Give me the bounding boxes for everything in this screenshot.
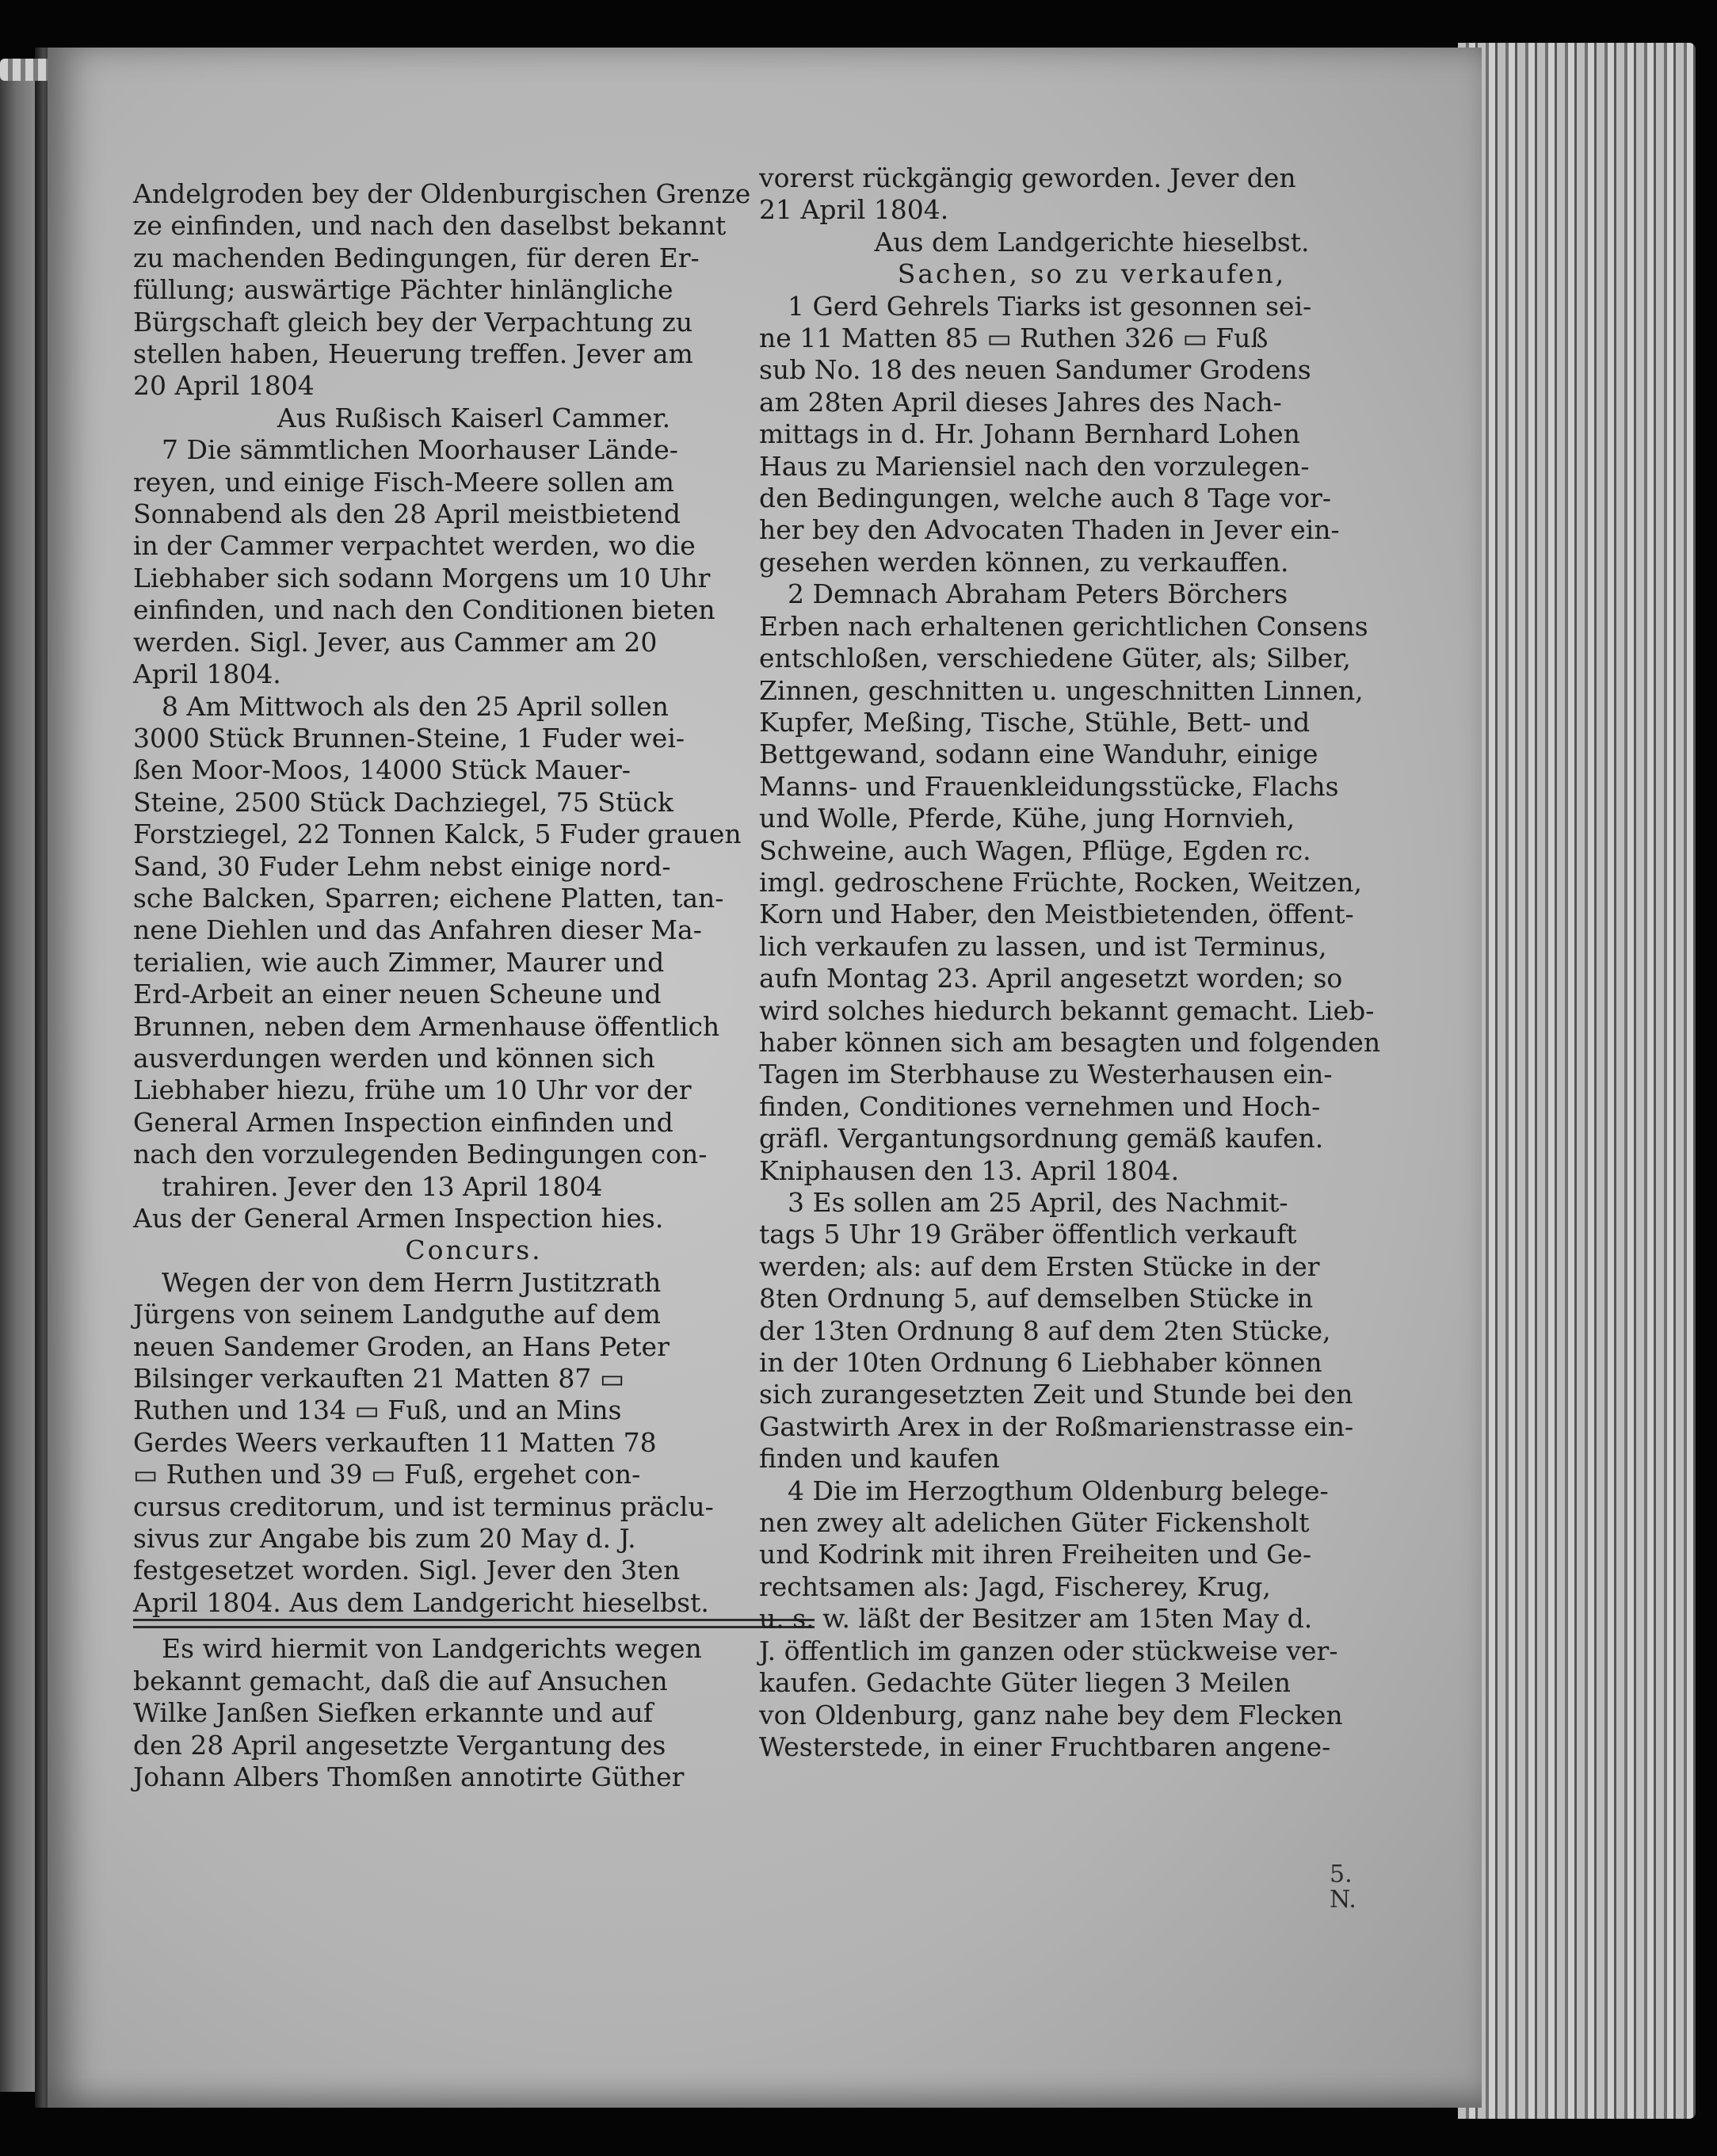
text-line: und Kodrink mit ihren Freiheiten und Ge- [759,1539,1312,1570]
text-line: 3000 Stück Brunnen-Steine, 1 Fuder wei- [133,722,685,754]
text-line: und Wolle, Pferde, Kühe, jung Hornvieh, [759,803,1295,834]
text-line: den Bedingungen, welche auch 8 Tage vor- [759,483,1332,514]
text-line: festgesetzet worden. Sigl. Jever den 3ten [133,1555,681,1586]
text-line: in der Cammer verpachtet werden, wo die [133,530,696,562]
text-line: her bey den Advocaten Thaden in Jever ein- [759,514,1340,546]
text-line: finden und kaufen [759,1443,1000,1475]
margin-marks [1330,1862,1356,1913]
text-line: wird solches hiedurch bekannt gemacht. Lieb- [759,994,1375,1026]
text-line: Sand, 30 Fuder Lehm nebst einige nord- [133,850,671,882]
text-line: Brunnen, neben dem Armenhause öffentlich [133,1010,720,1042]
text-line: nen zwey alt adelichen Güter Fickensholt [759,1507,1310,1539]
margin-mark: N. [1330,1886,1356,1914]
text-line: nach den vorzulegenden Bedingungen con- [133,1139,708,1170]
text-line: 8ten Ordnung 5, auf demselben Stücke in [759,1283,1314,1315]
text-line: Kniphausen den 13. April 1804. [759,1154,1180,1186]
text-line: am 28ten April dieses Jahres des Nach- [759,386,1282,418]
text-line: Forstziegel, 22 Tonnen Kalck, 5 Fuder grauen [133,819,742,850]
text-line: sche Balcken, Sparren; eichene Platten, tan- [133,882,724,914]
text-line: sub No. 18 des neuen Sandumer Grodens [759,354,1311,386]
text-line: trahiren. Jever den 13 April 1804 [162,1170,603,1202]
text-line: Gerdes Weers verkauften 11 Matten 78 [133,1426,657,1458]
text-line: ▭ Ruthen und 39 ▭ Fuß, ergehet con- [133,1459,641,1490]
text-line: imgl. gedroschene Früchte, Rocken, Weitzen, [759,866,1363,898]
text-line: sich zurangesetzten Zeit und Stunde bei den [759,1379,1353,1410]
text-line: ausverdungen werden und können sich [133,1042,655,1074]
text-line: 21 April 1804. [759,194,949,226]
text-line: u. s. w. läßt der Besitzer am 15ten May d. [759,1603,1313,1635]
text-line: gesehen werden können, zu verkauffen. [759,546,1289,578]
text-line: zu machenden Bedingungen, für deren Er- [133,242,700,273]
text-line: Westerstede, in einer Fruchtbaren angene- [759,1731,1331,1762]
text-line: den 28 April angesetzte Vergantung des [133,1729,666,1761]
text-line: Bilsinger verkauften 21 Matten 87 ▭ [133,1363,625,1395]
text-line: Steine, 2500 Stück Dachziegel, 75 Stück [133,786,673,818]
section-heading: Sachen, so zu verkaufen, [897,258,1287,290]
text-line: Bettgewand, sodann eine Wanduhr, einige [759,738,1318,770]
section-heading: Concurs. [405,1234,543,1266]
margin-mark: 5. [1330,1860,1353,1888]
text-line: Erben nach erhaltenen gerichtlichen Consens [759,610,1368,642]
text-line: in der 10ten Ordnung 6 Liebhaber können [759,1347,1322,1379]
text-line: stellen haben, Heuerung treffen. Jever am [133,338,693,370]
text-line: aufn Montag 23. April angesetzt worden; so [759,963,1343,994]
right-column [759,162,1425,1763]
text-line: Tagen im Sterbhause zu Westerhausen ein- [759,1059,1333,1090]
text-line: Bürgschaft gleich bey der Verpachtung zu [133,306,693,338]
text-line: Korn und Haber, den Meistbietenden, öffent- [759,899,1354,930]
section-heading: Aus dem Landgerichte hieselbst. [874,226,1310,258]
text-line: kaufen. Gedachte Güter liegen 3 Meilen [759,1667,1292,1699]
text-line: Aus der General Armen Inspection hies. [133,1203,664,1234]
text-line: Ruthen und 134 ▭ Fuß, und an Mins [133,1395,622,1426]
text-line: gräfl. Vergantungsordnung gemäß kaufen. [759,1123,1324,1154]
text-line: füllung; auswärtige Pächter hinlängliche [133,274,673,306]
text-line: cursus creditorum, und ist terminus präclu- [133,1490,714,1522]
text-line: 20 April 1804 [133,370,315,402]
text-line: 8 Am Mittwoch als den 25 April sollen [162,690,669,722]
text-line: Liebhaber sich sodann Morgens um 10 Uhr [133,562,711,593]
text-line: Erd-Arbeit an einer neuen Scheune und [133,979,662,1010]
text-line: ne 11 Matten 85 ▭ Ruthen 326 ▭ Fuß [759,322,1269,354]
text-line: Gastwirth Arex in der Roßmarienstrasse ein- [759,1410,1354,1442]
text-line: Schweine, auch Wagen, Pflüge, Egden rc. [759,834,1311,866]
text-line: Andelgroden bey der Oldenburgischen Grenze [133,178,751,209]
text-line: J. öffentlich im ganzen oder stückweise ver- [759,1635,1338,1666]
text-line: 2 Demnach Abraham Peters Börchers [788,578,1288,610]
text-line: finden, Conditiones vernehmen und Hoch- [759,1090,1321,1122]
text-line: 1 Gerd Gehrels Tiarks ist gesonnen sei- [788,290,1312,322]
text-line: sivus zur Angabe bis zum 20 May d. J. [133,1523,636,1555]
text-line: 3 Es sollen am 25 April, des Nachmit- [788,1187,1288,1218]
section-heading: Aus Rußisch Kaiserl Cammer. [277,402,671,433]
text-line: April 1804. Aus dem Landgericht hieselbst. [133,1587,815,1621]
text-line: 7 Die sämmtlichen Moorhauser Lände- [162,434,678,466]
text-line: Es wird hiermit von Landgerichts wegen [133,1626,815,1665]
text-line: Wegen der von dem Herrn Justitzrath [162,1266,662,1298]
text-line: 4 Die im Herzogthum Oldenburg belege- [788,1475,1329,1506]
text-line: Haus zu Mariensiel nach den vorzulegen- [759,450,1310,482]
text-line: einfinden, und nach den Conditionen bieten [133,594,715,626]
text-line: werden. Sigl. Jever, aus Cammer am 20 [133,626,658,658]
text-line: April 1804. [133,658,281,690]
text-line: Kupfer, Meßing, Tische, Stühle, Bett- und [759,706,1311,738]
text-line: tags 5 Uhr 19 Gräber öffentlich verkauft [759,1219,1297,1250]
text-line: entschloßen, verschiedene Güter, als; Silber, [759,643,1351,674]
page-edges [1458,43,1696,2119]
text-line: ze einfinden, und nach den daselbst bekannt [133,210,727,242]
text-line: bekannt gemacht, daß die auf Ansuchen [133,1665,668,1696]
text-line: werden; als: auf dem Ersten Stücke in der [759,1250,1320,1282]
text-line: vorerst rückgängig geworden. Jever den [759,162,1296,193]
text-line: ßen Moor-Moos, 14000 Stück Mauer- [133,754,631,786]
text-line: haber können sich am besagten und folgenden [759,1026,1381,1058]
text-line: der 13ten Ordnung 8 auf dem 2ten Stücke, [759,1315,1331,1346]
newspaper-page [48,48,1482,2108]
text-line: General Armen Inspection einfinden und [133,1106,673,1138]
text-line: Sonnabend als den 28 April meistbietend [133,498,681,530]
text-line: Jürgens von seinem Landguthe auf dem [133,1299,661,1330]
text-line: Manns- und Frauenkleidungsstücke, Flachs [759,770,1339,802]
text-line: lich verkaufen zu lassen, und ist Terminus, [759,930,1327,962]
text-line: mittags in d. Hr. Johann Bernhard Lohen [759,418,1300,450]
text-line: Wilke Janßen Siefken erkannte und auf [133,1697,654,1729]
text-line: reyen, und einige Fisch-Meere sollen am [133,466,674,498]
text-line: nene Diehlen und das Anfahren dieser Ma- [133,914,702,946]
text-line: von Oldenburg, ganz nahe bey dem Flecken [759,1699,1343,1731]
text-line: terialien, wie auch Zimmer, Maurer und [133,946,665,978]
text-line: Johann Albers Thomßen annotirte Güther [133,1761,685,1792]
text-line: Liebhaber hiezu, frühe um 10 Uhr vor der [133,1074,692,1106]
left-column [133,178,815,1793]
facing-page-edge [0,63,36,2092]
text-line: Zinnen, geschnitten u. ungeschnitten Linnen, [759,674,1364,706]
text-line: rechtsamen als: Jagd, Fischerey, Krug, [759,1570,1271,1602]
text-line: neuen Sandemer Groden, an Hans Peter [133,1330,670,1362]
